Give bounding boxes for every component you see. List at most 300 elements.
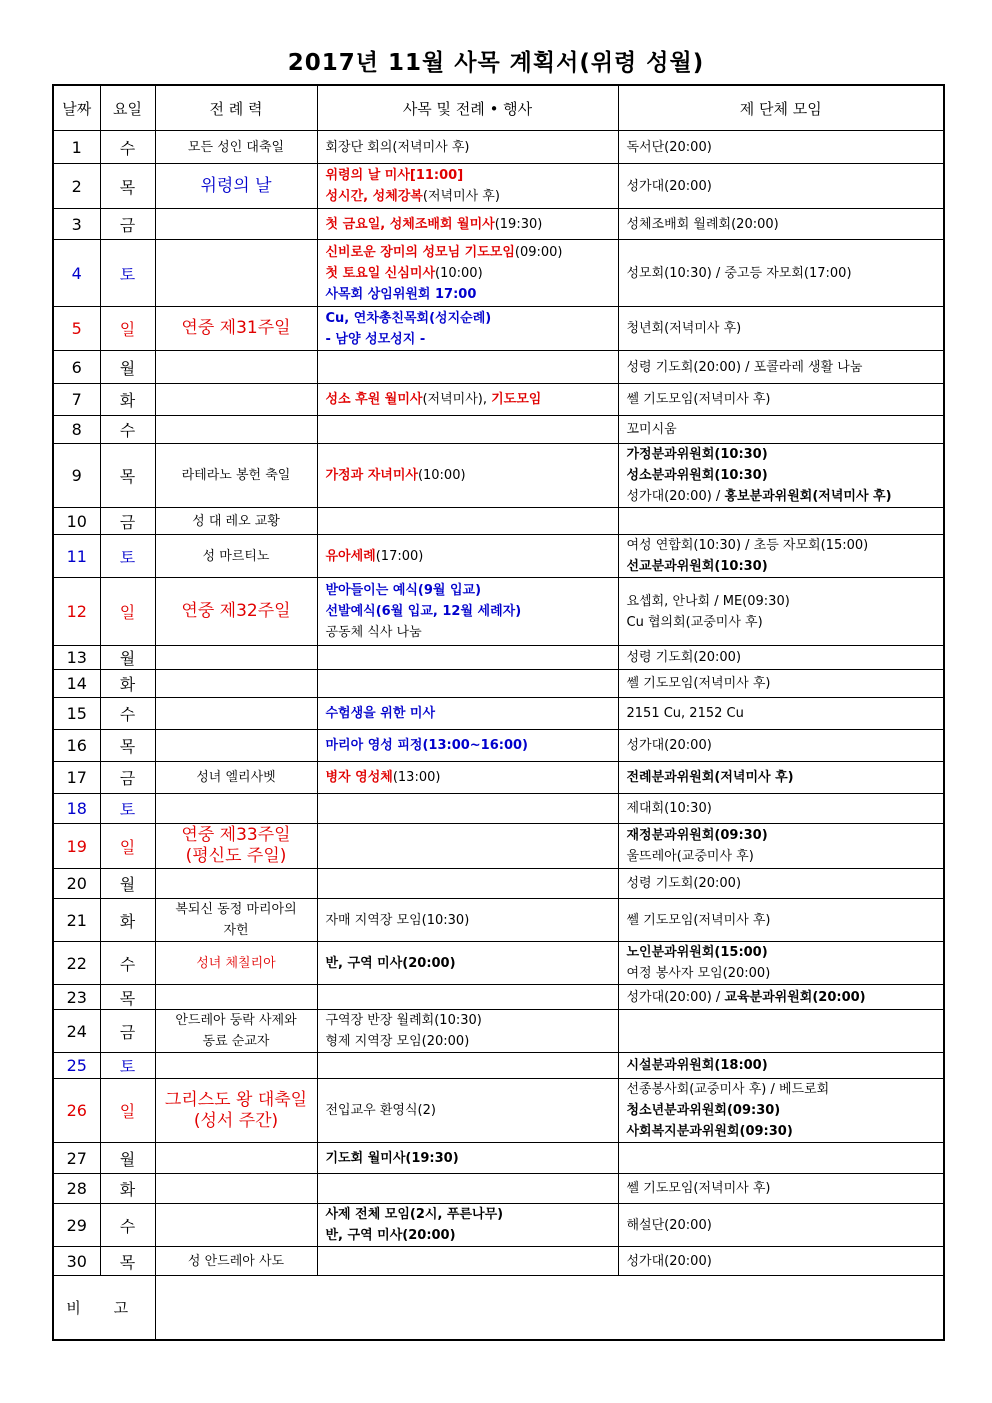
weekday-cell: 일	[100, 578, 155, 646]
liturgy-cell	[155, 131, 317, 164]
date-cell: 30	[53, 1247, 100, 1276]
cell-line	[160, 465, 313, 486]
day-row	[53, 899, 944, 942]
day-row	[53, 1079, 944, 1143]
cell-text: 자매 지역장 모임(10:30)	[325, 912, 470, 928]
cell-text: 동료 순교자	[202, 1034, 270, 1049]
cell-line	[160, 511, 313, 532]
cell-text: 가정과 자녀미사	[325, 468, 418, 483]
cell-line	[326, 242, 610, 263]
date-cell: 26	[53, 1079, 100, 1143]
weekday-cell: 일	[100, 824, 155, 869]
cell-line	[627, 1251, 936, 1272]
cell-text: 성녀 체칠리아	[196, 955, 276, 971]
cell-text: 독서단(20:00)	[626, 139, 712, 155]
weekday-cell: 금	[100, 508, 155, 535]
events-cell	[317, 985, 618, 1010]
liturgy-cell	[155, 351, 317, 384]
cell-line	[160, 825, 313, 846]
weekday-cell: 일	[100, 1079, 155, 1143]
cell-text: 성령 기도회(20:00) / 포콜라레 생활 나눔	[626, 359, 863, 375]
cell-text: 꼬미시움	[626, 422, 677, 437]
cell-line	[627, 535, 936, 556]
cell-line	[160, 920, 313, 941]
groups-cell	[618, 942, 944, 985]
cell-text-tail: 교육분과위원회(20:00)	[724, 989, 866, 1005]
events-cell	[317, 1053, 618, 1079]
col-header-weekday: 요일	[100, 85, 155, 131]
cell-line	[627, 1055, 936, 1076]
cell-line	[326, 910, 610, 931]
day-row	[53, 646, 944, 670]
weekday-cell: 일	[100, 307, 155, 351]
events-cell	[317, 578, 618, 646]
groups-cell	[618, 1247, 944, 1276]
cell-text: 위령의 날 미사[11:00]	[325, 168, 464, 183]
date-cell: 23	[53, 985, 100, 1010]
cell-line	[627, 767, 936, 788]
day-row	[53, 164, 944, 209]
cell-line	[627, 647, 936, 668]
liturgy-cell	[155, 1079, 317, 1143]
events-cell	[317, 444, 618, 508]
day-row	[53, 444, 944, 508]
cell-line	[160, 137, 313, 158]
day-row	[53, 794, 944, 824]
day-row	[53, 942, 944, 985]
weekday-cell: 목	[100, 730, 155, 762]
cell-text: 성가대(20:00)	[626, 738, 712, 753]
groups-cell	[618, 307, 944, 351]
cell-line	[627, 137, 936, 158]
cell-text: 쎌 기도모임(저녁미사 후)	[626, 912, 771, 928]
cell-line	[160, 767, 313, 788]
cell-text: 연중 제33주일	[181, 825, 291, 845]
liturgy-cell	[155, 1174, 317, 1204]
cell-line	[160, 318, 313, 339]
cell-line	[627, 318, 936, 339]
weekday-cell: 목	[100, 444, 155, 508]
cell-line	[326, 214, 610, 235]
date-cell: 12	[53, 578, 100, 646]
date-cell: 19	[53, 824, 100, 869]
cell-text: - 남양 성모성지 -	[325, 331, 426, 347]
cell-text: 노인분과위원회(15:00)	[626, 945, 768, 960]
cell-text: 사목회 상임위원회 17:00	[325, 286, 477, 302]
groups-cell	[618, 508, 944, 535]
cell-text-detail: (저녁미사),	[422, 392, 492, 407]
liturgy-cell	[155, 1204, 317, 1247]
day-row	[53, 351, 944, 384]
groups-cell	[618, 384, 944, 416]
groups-cell	[618, 899, 944, 942]
weekday-cell: 월	[100, 869, 155, 899]
cell-line	[627, 1100, 936, 1121]
cell-line	[627, 846, 936, 867]
date-cell: 14	[53, 670, 100, 698]
date-cell: 10	[53, 508, 100, 535]
groups-cell	[618, 730, 944, 762]
day-row	[53, 1247, 944, 1276]
events-cell	[317, 698, 618, 730]
cell-text: 연중 제32주일	[181, 601, 291, 621]
events-cell	[317, 899, 618, 942]
cell-line	[627, 176, 936, 197]
groups-cell	[618, 209, 944, 240]
day-row	[53, 869, 944, 899]
cell-line	[627, 703, 936, 724]
cell-text-detail: (17:00)	[375, 548, 424, 564]
cell-line	[160, 601, 313, 622]
cell-text: 청소년분과위원회(09:30)	[626, 1103, 781, 1118]
cell-text: 안드레아 둥락 사제와	[175, 1013, 297, 1028]
cell-line	[326, 263, 610, 284]
liturgy-cell	[155, 698, 317, 730]
cell-text: 신비로운 장미의 성모님 기도모임	[325, 244, 515, 260]
cell-line	[326, 308, 610, 329]
date-cell: 15	[53, 698, 100, 730]
cell-line	[627, 591, 936, 612]
date-cell: 29	[53, 1204, 100, 1247]
cell-line	[627, 1079, 936, 1100]
groups-cell	[618, 646, 944, 670]
cell-text: 전례분과위원회(저녁미사 후)	[626, 770, 794, 785]
date-cell: 3	[53, 209, 100, 240]
cell-line	[326, 1010, 610, 1031]
cell-line	[326, 1225, 610, 1246]
events-cell	[317, 1204, 618, 1247]
cell-line	[160, 546, 313, 567]
day-row	[53, 1204, 944, 1247]
cell-line	[627, 942, 936, 963]
cell-text: 사회복지분과위원회(09:30)	[626, 1124, 793, 1139]
cell-text: 성 안드레아 사도	[187, 1253, 285, 1269]
cell-text: 가정분과위원회(10:30)	[626, 447, 768, 462]
liturgy-cell	[155, 869, 317, 899]
cell-text: 전입교우 환영식(2)	[325, 1103, 436, 1118]
cell-text: 여정 봉사자 모임(20:00)	[626, 966, 771, 981]
cell-line	[627, 825, 936, 846]
cell-text: 성녀 엘리사벳	[196, 770, 276, 785]
cell-line	[326, 329, 610, 350]
note-row	[53, 1276, 944, 1340]
cell-line	[326, 546, 610, 567]
weekday-cell: 수	[100, 131, 155, 164]
weekday-cell: 수	[100, 1204, 155, 1247]
day-row	[53, 985, 944, 1010]
liturgy-cell	[155, 1247, 317, 1276]
date-cell: 24	[53, 1010, 100, 1053]
liturgy-cell	[155, 730, 317, 762]
events-cell	[317, 730, 618, 762]
cell-text: 성가대(20:00)	[626, 1253, 712, 1269]
day-row	[53, 384, 944, 416]
liturgy-cell	[155, 646, 317, 670]
date-cell: 9	[53, 444, 100, 508]
weekday-cell: 목	[100, 1247, 155, 1276]
weekday-cell: 토	[100, 1053, 155, 1079]
cell-line	[627, 214, 936, 235]
day-row	[53, 670, 944, 698]
liturgy-cell	[155, 670, 317, 698]
cell-text: 첫 토요일 신심미사	[325, 265, 436, 281]
weekday-cell: 화	[100, 899, 155, 942]
cell-text: 해설단(20:00)	[626, 1217, 712, 1233]
cell-text: 성체조배회 월례회(20:00)	[626, 216, 779, 232]
cell-text: 성가대(20:00) /	[626, 989, 725, 1005]
cell-line	[326, 137, 610, 158]
date-cell: 4	[53, 240, 100, 307]
cell-text: 연중 제31주일	[181, 318, 291, 338]
cell-text: 회장단 회의(저녁미사 후)	[325, 139, 470, 155]
events-cell	[317, 824, 618, 869]
liturgy-cell	[155, 578, 317, 646]
date-cell: 6	[53, 351, 100, 384]
cell-line	[627, 556, 936, 577]
cell-text: 울뜨레아(교중미사 후)	[626, 849, 754, 864]
cell-line	[160, 1031, 313, 1052]
liturgy-cell	[155, 899, 317, 942]
cell-text: 청년회(저녁미사 후)	[626, 321, 742, 336]
cell-text: 유아세례	[325, 548, 376, 564]
events-cell	[317, 240, 618, 307]
date-cell: 1	[53, 131, 100, 164]
day-row	[53, 578, 944, 646]
groups-cell	[618, 416, 944, 444]
liturgy-cell	[155, 1010, 317, 1053]
events-cell	[317, 869, 618, 899]
cell-text: 형제 지역장 모임(20:00)	[325, 1034, 470, 1049]
day-row	[53, 535, 944, 578]
events-cell	[317, 164, 618, 209]
cell-line	[160, 846, 313, 867]
date-cell: 22	[53, 942, 100, 985]
events-cell	[317, 646, 618, 670]
groups-cell	[618, 131, 944, 164]
col-header-date: 날짜	[53, 85, 100, 131]
cell-text: 마리아 영성 피정(13:00~16:00)	[325, 738, 528, 753]
weekday-cell: 목	[100, 985, 155, 1010]
events-cell	[317, 384, 618, 416]
schedule-table	[52, 84, 945, 1341]
date-cell: 13	[53, 646, 100, 670]
cell-text-detail: (저녁미사 후)	[422, 189, 500, 204]
cell-text: 라테라노 봉헌 축일	[181, 468, 291, 483]
events-cell	[317, 1247, 618, 1276]
col-header-groups: 제 단체 모임	[618, 85, 944, 131]
events-cell	[317, 508, 618, 535]
cell-text: 복되신 동정 마리아의	[175, 902, 297, 917]
weekday-cell: 토	[100, 240, 155, 307]
groups-cell	[618, 1053, 944, 1079]
cell-line	[326, 735, 610, 756]
events-cell	[317, 535, 618, 578]
groups-cell	[618, 670, 944, 698]
weekday-cell: 금	[100, 762, 155, 794]
liturgy-cell	[155, 985, 317, 1010]
cell-text-detail: (09:00)	[514, 244, 563, 260]
weekday-cell: 수	[100, 698, 155, 730]
liturgy-cell	[155, 240, 317, 307]
liturgy-cell	[155, 209, 317, 240]
col-header-liturgy: 전 례 력	[155, 85, 317, 131]
cell-text-detail: (19:30)	[494, 216, 543, 232]
cell-text: 여성 연합회(10:30) / 초등 자모회(15:00)	[626, 538, 869, 553]
cell-text: 그리스도 왕 대축일	[164, 1089, 308, 1110]
day-row	[53, 240, 944, 307]
cell-text: 첫 금요일, 성체조배회 월미사	[325, 216, 495, 232]
groups-cell	[618, 240, 944, 307]
day-row	[53, 131, 944, 164]
cell-text: 2151 Cu, 2152 Cu	[626, 706, 744, 721]
liturgy-cell	[155, 416, 317, 444]
groups-cell	[618, 1174, 944, 1204]
groups-cell	[618, 578, 944, 646]
events-cell	[317, 131, 618, 164]
cell-line	[627, 263, 936, 284]
cell-text: 모든 성인 대축일	[187, 139, 285, 155]
cell-text: 성가대(20:00)	[626, 178, 712, 194]
cell-line	[160, 1251, 313, 1272]
page-title: 2017년 11월 사목 계획서(위령 성월)	[287, 50, 705, 76]
date-cell: 18	[53, 794, 100, 824]
liturgy-cell	[155, 508, 317, 535]
cell-line	[326, 703, 610, 724]
day-row	[53, 824, 944, 869]
groups-cell	[618, 1079, 944, 1143]
liturgy-cell	[155, 824, 317, 869]
events-cell	[317, 351, 618, 384]
cell-text: 받아들이는 예식(9월 입교)	[325, 583, 482, 598]
weekday-cell: 월	[100, 646, 155, 670]
cell-text: 성가대(20:00) /	[626, 489, 725, 504]
cell-line	[627, 910, 936, 931]
cell-text: Cu, 연차총친목회(성지순례)	[325, 310, 492, 326]
weekday-cell: 수	[100, 416, 155, 444]
cell-line	[326, 1148, 610, 1169]
day-row	[53, 1143, 944, 1174]
cell-text-tail: 홍보분과위원회(저녁미사 후)	[724, 489, 892, 504]
liturgy-cell	[155, 1053, 317, 1079]
cell-line	[160, 1090, 313, 1111]
day-row	[53, 307, 944, 351]
cell-text: 기도회 월미사(19:30)	[325, 1150, 459, 1166]
cell-line	[627, 389, 936, 410]
header-row	[53, 85, 944, 131]
cell-line	[627, 987, 936, 1008]
day-row	[53, 762, 944, 794]
cell-line	[627, 1121, 936, 1142]
groups-cell	[618, 794, 944, 824]
groups-cell	[618, 762, 944, 794]
events-cell	[317, 762, 618, 794]
day-row	[53, 209, 944, 240]
cell-text: 시설분과위원회(18:00)	[626, 1058, 768, 1073]
cell-text: 성 대 레오 교황	[192, 513, 280, 529]
date-cell: 25	[53, 1053, 100, 1079]
cell-line	[326, 1100, 610, 1121]
date-cell: 27	[53, 1143, 100, 1174]
groups-cell	[618, 985, 944, 1010]
cell-text: 성소 후원 월미사	[325, 392, 423, 407]
cell-text: 선종봉사회(교중미사 후) / 베드로회	[626, 1082, 830, 1097]
groups-cell	[618, 535, 944, 578]
cell-text: 반, 구역 미사(20:00)	[325, 1228, 456, 1243]
cell-text: 성 마르티노	[202, 548, 270, 564]
weekday-cell: 화	[100, 1174, 155, 1204]
cell-text-tail: 기도모임	[491, 392, 542, 407]
date-cell: 2	[53, 164, 100, 209]
cell-text: Cu 협의회(교중미사 후)	[626, 614, 763, 630]
events-cell	[317, 1143, 618, 1174]
cell-line	[326, 580, 610, 601]
liturgy-cell	[155, 794, 317, 824]
cell-line	[326, 1031, 610, 1052]
liturgy-cell	[155, 535, 317, 578]
weekday-cell: 목	[100, 164, 155, 209]
weekday-cell: 금	[100, 209, 155, 240]
cell-text: 위령의 날	[200, 175, 272, 196]
cell-line	[160, 899, 313, 920]
cell-text: 성시간, 성체강복	[325, 189, 423, 204]
cell-line	[326, 465, 610, 486]
date-cell: 7	[53, 384, 100, 416]
cell-line	[627, 963, 936, 984]
cell-line	[326, 186, 610, 207]
cell-text: 반, 구역 미사(20:00)	[325, 955, 456, 971]
date-cell: 28	[53, 1174, 100, 1204]
date-cell: 20	[53, 869, 100, 899]
day-row	[53, 1010, 944, 1053]
cell-line	[627, 486, 936, 507]
day-row	[53, 698, 944, 730]
date-cell: 17	[53, 762, 100, 794]
groups-cell	[618, 1010, 944, 1053]
date-cell: 11	[53, 535, 100, 578]
events-cell	[317, 1174, 618, 1204]
cell-line	[627, 444, 936, 465]
cell-line	[326, 1204, 610, 1225]
weekday-cell: 수	[100, 942, 155, 985]
cell-text: 자헌	[223, 923, 249, 938]
weekday-cell: 금	[100, 1010, 155, 1053]
cell-text: 성령 기도회(20:00)	[626, 650, 742, 665]
events-cell	[317, 794, 618, 824]
weekday-cell: 월	[100, 351, 155, 384]
events-cell	[317, 1010, 618, 1053]
cell-text: 성모회(10:30) / 중고등 자모회(17:00)	[626, 265, 852, 281]
cell-line	[627, 735, 936, 756]
date-cell: 21	[53, 899, 100, 942]
groups-cell	[618, 1204, 944, 1247]
date-cell: 5	[53, 307, 100, 351]
cell-text: 요셉회, 안나회 / ME(09:30)	[626, 593, 790, 609]
liturgy-cell	[155, 444, 317, 508]
weekday-cell: 화	[100, 670, 155, 698]
cell-text: 수험생을 위한 미사	[325, 706, 436, 721]
groups-cell	[618, 869, 944, 899]
cell-text: 쎌 기도모임(저녁미사 후)	[626, 1181, 771, 1196]
cell-text: 성소분과위원회(10:30)	[626, 468, 768, 483]
cell-text: (성서 주간)	[193, 1110, 279, 1131]
events-cell	[317, 1079, 618, 1143]
liturgy-cell	[155, 384, 317, 416]
date-cell: 8	[53, 416, 100, 444]
liturgy-cell	[155, 164, 317, 209]
cell-line	[326, 284, 610, 305]
cell-line	[326, 767, 610, 788]
liturgy-cell	[155, 762, 317, 794]
